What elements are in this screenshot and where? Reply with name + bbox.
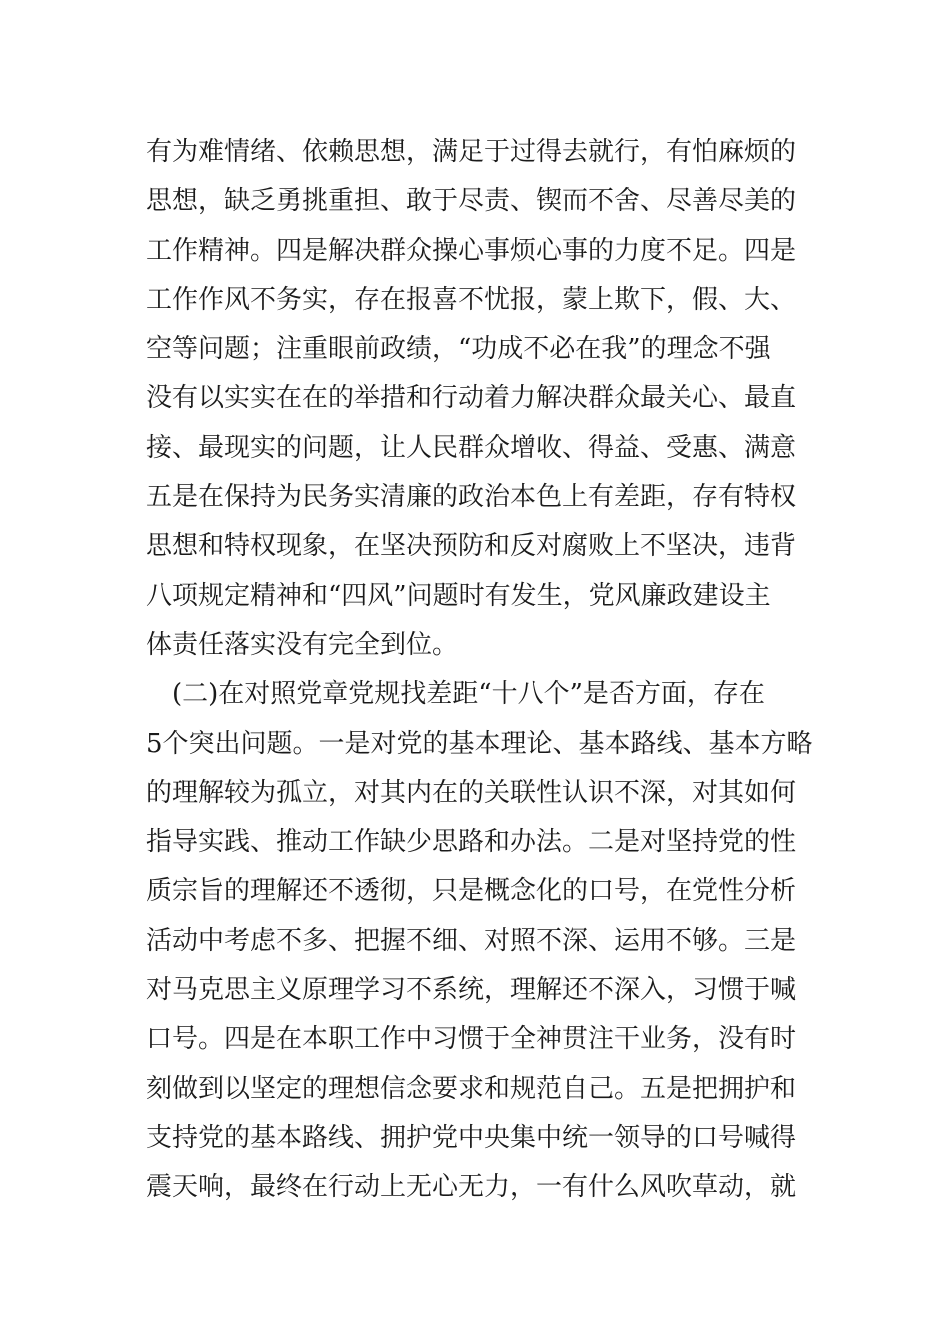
text-line: 工作作风不务实，存在报喜不忧报，蒙上欺下，假、大、 [146,284,797,315]
text-line: 支持党的基本路线、拥护党中央集中统一领导的口号喊得 [146,1122,797,1153]
text-line: 活动中考虑不多、把握不细、对照不深、运用不够。三是 [146,925,797,956]
text-line: 没有以实实在在的举措和行动着力解决群众最关心、最直 [146,383,797,414]
text-line: 接、最现实的问题，让人民群众增收、得益、受惠、满意 [146,432,797,463]
text-line: 思想和特权现象，在坚决预防和反对腐败上不坚决，违背 [146,531,797,562]
text-line: 指导实践、推动工作缺少思路和办法。二是对坚持党的性 [146,827,797,858]
text-line: 对马克思主义原理学习不系统，理解还不深入，习惯于喊 [146,975,797,1006]
text-line: 五是在保持为民务实清廉的政治本色上有差距，存有特权 [146,482,797,513]
text-line: 震天响，最终在行动上无心无力，一有什么风吹草动，就 [146,1172,797,1203]
text-line: 的理解较为孤立，对其内在的关联性认识不深，对其如何 [146,777,797,808]
text-line: 空等问题；注重眼前政绩，“功成不必在我”的理念不强 [146,334,771,365]
text-line: 工作精神。四是解决群众操心事烦心事的力度不足。四是 [146,235,797,266]
text-line: 思想，缺乏勇挑重担、敢于尽责、锲而不舍、尽善尽美的 [146,186,797,217]
text-line: 5个突出问题。一是对党的基本理论、基本路线、基本方略 [146,728,813,759]
text-line: 刻做到以坚定的理想信念要求和规范自己。五是把拥护和 [146,1073,797,1104]
text-line: 质宗旨的理解还不透彻，只是概念化的口号，在党性分析 [146,876,797,907]
section-heading-line: (二)在对照党章党规找差距“十八个”是否方面，存在 [146,679,765,710]
text-line: 八项规定精神和“四风”问题时有发生，党风廉政建设主 [146,580,771,611]
text-line: 口号。四是在本职工作中习惯于全神贯注干业务，没有时 [146,1024,797,1055]
text-line: 体责任落实没有完全到位。 [146,629,459,660]
body-text [146,128,826,1213]
text-line: 有为难情绪、依赖思想，满足于过得去就行，有怕麻烦的 [146,137,797,167]
